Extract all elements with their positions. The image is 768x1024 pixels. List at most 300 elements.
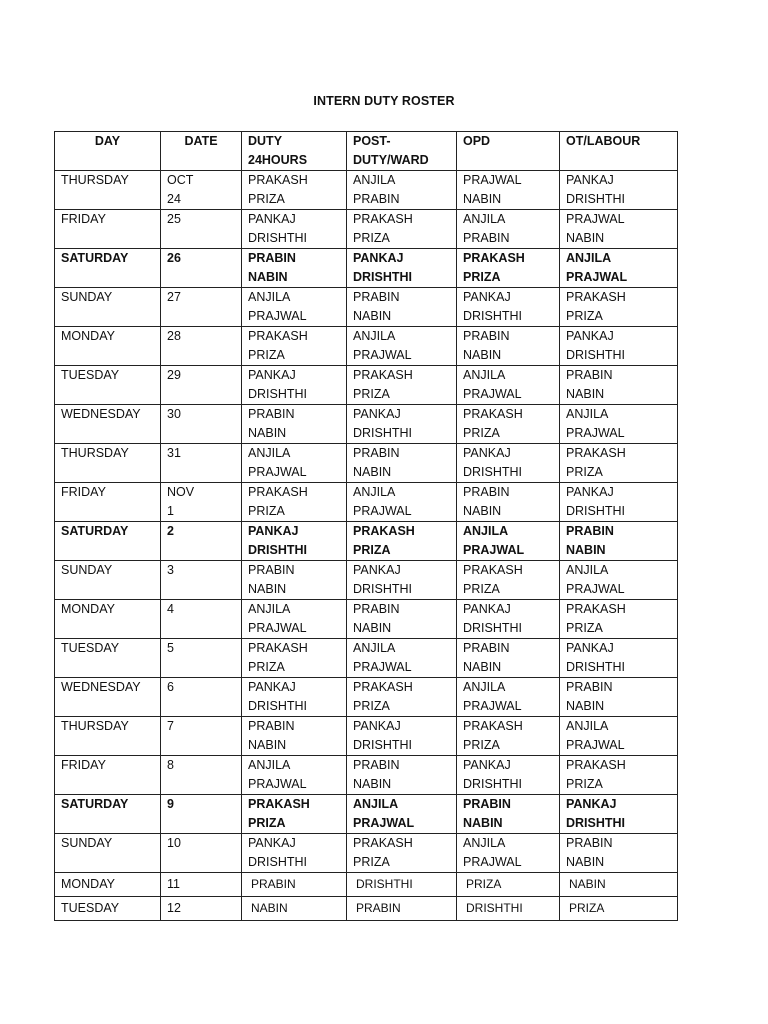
date-cell bbox=[161, 600, 242, 639]
page-title: INTERN DUTY ROSTER bbox=[313, 94, 455, 108]
table-row bbox=[55, 327, 678, 366]
cell-line: PRIZA bbox=[569, 901, 605, 915]
post-duty-ward-cell bbox=[347, 678, 457, 717]
date-cell bbox=[161, 522, 242, 561]
cell-line: PRIZA bbox=[248, 348, 285, 362]
cell-line: DRISHTHI bbox=[248, 855, 308, 869]
cell-line: ANJILA bbox=[248, 602, 291, 616]
cell-line: PRAKASH bbox=[353, 212, 413, 226]
cell-line: PANKAJ bbox=[463, 602, 511, 616]
column-header-line: OT/LABOUR bbox=[566, 134, 641, 148]
cell-line: PRABIN bbox=[248, 407, 295, 421]
duty-24-hours-cell bbox=[242, 639, 347, 678]
cell-line: PRAJWAL bbox=[566, 426, 625, 440]
cell-line: PRAKASH bbox=[248, 329, 308, 343]
cell-line: NABIN bbox=[248, 738, 287, 752]
cell-line: PRAJWAL bbox=[463, 173, 522, 187]
ot-labour-cell bbox=[560, 327, 678, 366]
opd-cell bbox=[457, 249, 560, 288]
cell-line: 24 bbox=[167, 192, 181, 206]
cell-line: NABIN bbox=[463, 660, 502, 674]
cell-line: PRABIN bbox=[251, 877, 296, 891]
cell-line: NABIN bbox=[566, 855, 605, 869]
date-cell bbox=[161, 444, 242, 483]
cell-line: NABIN bbox=[353, 621, 392, 635]
column-header-day bbox=[55, 132, 161, 171]
cell-line: ANJILA bbox=[248, 446, 291, 460]
cell-line: PRIZA bbox=[463, 426, 500, 440]
cell-line: PRIZA bbox=[248, 660, 285, 674]
cell-line: TUESDAY bbox=[61, 641, 120, 655]
column-header-line: DUTY 24 bbox=[248, 134, 282, 167]
cell-line: 9 bbox=[167, 797, 174, 811]
cell-line: 25 bbox=[167, 212, 181, 226]
cell-line: DRISHTHI bbox=[353, 426, 413, 440]
cell-line: FRIDAY bbox=[61, 485, 106, 499]
table-row bbox=[55, 639, 678, 678]
opd-cell bbox=[457, 444, 560, 483]
cell-line: NABIN bbox=[463, 348, 502, 362]
cell-line: PRABIN bbox=[248, 563, 295, 577]
cell-line: PRAJWAL bbox=[566, 738, 625, 752]
cell-line: 11 bbox=[167, 877, 180, 891]
post-duty-ward-cell bbox=[347, 405, 457, 444]
cell-line: DRISHTHI bbox=[463, 777, 523, 791]
cell-line: 5 bbox=[167, 641, 174, 655]
cell-line: 31 bbox=[167, 446, 181, 460]
table-row bbox=[55, 561, 678, 600]
table-row bbox=[55, 483, 678, 522]
date-cell bbox=[161, 897, 242, 921]
opd-cell bbox=[457, 522, 560, 561]
post-duty-ward-cell bbox=[347, 249, 457, 288]
column-header-opd bbox=[457, 132, 560, 171]
post-duty-ward-cell bbox=[347, 639, 457, 678]
cell-line: PRAJWAL bbox=[463, 855, 522, 869]
opd-cell bbox=[457, 678, 560, 717]
cell-line: PRAKASH bbox=[248, 797, 310, 811]
day-cell bbox=[55, 288, 161, 327]
cell-line: PANKAJ bbox=[566, 641, 614, 655]
cell-line: PANKAJ bbox=[463, 758, 511, 772]
date-cell bbox=[161, 639, 242, 678]
cell-line: PRIZA bbox=[566, 777, 603, 791]
cell-line: DRISHTHI bbox=[353, 270, 413, 284]
cell-line: NABIN bbox=[463, 816, 503, 830]
cell-line: ANJILA bbox=[353, 173, 396, 187]
cell-line: PANKAJ bbox=[248, 836, 296, 850]
table-row bbox=[55, 366, 678, 405]
post-duty-ward-cell bbox=[347, 795, 457, 834]
date-cell bbox=[161, 795, 242, 834]
day-cell bbox=[55, 366, 161, 405]
header-row bbox=[55, 132, 678, 171]
cell-line: NABIN bbox=[248, 270, 288, 284]
ot-labour-cell bbox=[560, 639, 678, 678]
ot-labour-cell bbox=[560, 171, 678, 210]
duty-24-hours-cell bbox=[242, 288, 347, 327]
day-cell bbox=[55, 561, 161, 600]
cell-line: NABIN bbox=[566, 699, 605, 713]
cell-line: PANKAJ bbox=[566, 173, 614, 187]
cell-line: PRAJWAL bbox=[566, 270, 628, 284]
cell-line: PRAKASH bbox=[248, 485, 308, 499]
post-duty-ward-cell bbox=[347, 288, 457, 327]
cell-line: PRAKASH bbox=[353, 368, 413, 382]
cell-line: PRAKASH bbox=[566, 758, 626, 772]
day-cell bbox=[55, 444, 161, 483]
opd-cell bbox=[457, 327, 560, 366]
opd-cell bbox=[457, 834, 560, 873]
cell-line: PANKAJ bbox=[248, 368, 296, 382]
cell-line: ANJILA bbox=[566, 563, 609, 577]
column-header-line: DAY bbox=[94, 134, 121, 148]
date-cell bbox=[161, 405, 242, 444]
cell-line: PANKAJ bbox=[566, 485, 614, 499]
ot-labour-cell bbox=[560, 873, 678, 897]
cell-line: 27 bbox=[167, 290, 181, 304]
opd-cell bbox=[457, 171, 560, 210]
ot-labour-cell bbox=[560, 795, 678, 834]
cell-line: PRIZA bbox=[463, 738, 500, 752]
day-cell bbox=[55, 834, 161, 873]
cell-line: PANKAJ bbox=[566, 797, 617, 811]
cell-line: MONDAY bbox=[61, 329, 115, 343]
duty-roster-table bbox=[54, 131, 678, 921]
cell-line: PRAJWAL bbox=[248, 309, 307, 323]
opd-cell bbox=[457, 288, 560, 327]
post-duty-ward-cell bbox=[347, 717, 457, 756]
cell-line: DRISHTHI bbox=[566, 660, 626, 674]
cell-line: DRISHTHI bbox=[566, 348, 626, 362]
ot-labour-cell bbox=[560, 756, 678, 795]
cell-line: PRAKASH bbox=[463, 719, 523, 733]
cell-line: PRABIN bbox=[566, 680, 613, 694]
cell-line: MONDAY bbox=[61, 602, 115, 616]
cell-line: DRISHTHI bbox=[353, 582, 413, 596]
date-cell bbox=[161, 249, 242, 288]
column-header-line: POST- bbox=[353, 134, 391, 148]
cell-line: ANJILA bbox=[248, 290, 291, 304]
cell-line: SATURDAY bbox=[61, 797, 129, 811]
cell-line: PRIZA bbox=[566, 465, 603, 479]
ot-labour-cell bbox=[560, 249, 678, 288]
cell-line: ANJILA bbox=[353, 329, 396, 343]
cell-line: DRISHTHI bbox=[566, 192, 626, 206]
cell-line: SUNDAY bbox=[61, 290, 113, 304]
ot-labour-cell bbox=[560, 522, 678, 561]
post-duty-ward-cell bbox=[347, 522, 457, 561]
post-duty-ward-cell bbox=[347, 483, 457, 522]
cell-line: PRABIN bbox=[248, 719, 295, 733]
day-cell bbox=[55, 639, 161, 678]
cell-line: PRAJWAL bbox=[463, 699, 522, 713]
table-row bbox=[55, 444, 678, 483]
ot-labour-cell bbox=[560, 405, 678, 444]
cell-line: 30 bbox=[167, 407, 181, 421]
table-row bbox=[55, 522, 678, 561]
cell-line: PRAKASH bbox=[463, 563, 523, 577]
cell-line: THURSDAY bbox=[61, 446, 129, 460]
cell-line: PRIZA bbox=[248, 504, 285, 518]
date-cell bbox=[161, 873, 242, 897]
cell-line: NABIN bbox=[463, 192, 502, 206]
duty-24-hours-cell bbox=[242, 522, 347, 561]
cell-line: PRAJWAL bbox=[353, 660, 412, 674]
cell-line: PRAJWAL bbox=[566, 212, 625, 226]
table-row bbox=[55, 171, 678, 210]
duty-24-hours-cell bbox=[242, 210, 347, 249]
cell-line: SUNDAY bbox=[61, 563, 113, 577]
cell-line: ANJILA bbox=[353, 485, 396, 499]
cell-line: ANJILA bbox=[463, 368, 506, 382]
cell-line: PANKAJ bbox=[353, 251, 404, 265]
cell-line: TUESDAY bbox=[61, 901, 120, 915]
day-cell bbox=[55, 327, 161, 366]
cell-line: PRABIN bbox=[566, 836, 613, 850]
cell-line: PRIZA bbox=[463, 270, 501, 284]
duty-24-hours-cell bbox=[242, 327, 347, 366]
cell-line: 28 bbox=[167, 329, 181, 343]
cell-line: PANKAJ bbox=[248, 680, 296, 694]
day-cell bbox=[55, 600, 161, 639]
cell-line: NABIN bbox=[248, 426, 287, 440]
cell-line: PANKAJ bbox=[353, 563, 401, 577]
ot-labour-cell bbox=[560, 366, 678, 405]
date-cell bbox=[161, 678, 242, 717]
day-cell bbox=[55, 249, 161, 288]
post-duty-ward-cell bbox=[347, 444, 457, 483]
cell-line: 2 bbox=[167, 524, 174, 538]
cell-line: PRIZA bbox=[353, 855, 390, 869]
table-row bbox=[55, 756, 678, 795]
day-cell bbox=[55, 405, 161, 444]
cell-line: DRISHTHI bbox=[353, 738, 413, 752]
cell-line: PRABIN bbox=[463, 329, 510, 343]
cell-line: DRISHTHI bbox=[463, 309, 523, 323]
table-row bbox=[55, 873, 678, 897]
table-row bbox=[55, 600, 678, 639]
cell-line: 10 bbox=[167, 836, 181, 850]
cell-line: DRISHTHI bbox=[463, 465, 523, 479]
post-duty-ward-cell bbox=[347, 834, 457, 873]
cell-line: ANJILA bbox=[566, 719, 609, 733]
cell-line: ANJILA bbox=[463, 524, 509, 538]
duty-24-hours-cell bbox=[242, 717, 347, 756]
cell-line: THURSDAY bbox=[61, 173, 129, 187]
duty-24-hours-cell bbox=[242, 897, 347, 921]
cell-line: DRISHTHI bbox=[566, 504, 626, 518]
cell-line: 26 bbox=[167, 251, 181, 265]
duty-24-hours-cell bbox=[242, 444, 347, 483]
cell-line: ANJILA bbox=[463, 836, 506, 850]
cell-line: PRIZA bbox=[353, 387, 390, 401]
day-cell bbox=[55, 483, 161, 522]
cell-line: PRAKASH bbox=[566, 290, 626, 304]
cell-line: 1 bbox=[167, 504, 174, 518]
cell-line: PRABIN bbox=[353, 758, 400, 772]
cell-line: DRISHTHI bbox=[248, 699, 308, 713]
cell-line: 7 bbox=[167, 719, 174, 733]
cell-line: PRAJWAL bbox=[248, 465, 307, 479]
opd-cell bbox=[457, 717, 560, 756]
cell-line: PRABIN bbox=[566, 368, 613, 382]
column-header-line: OPD bbox=[463, 134, 491, 148]
cell-line: FRIDAY bbox=[61, 758, 106, 772]
cell-line: PANKAJ bbox=[463, 290, 511, 304]
cell-line: PRAJWAL bbox=[248, 621, 307, 635]
cell-line: NABIN bbox=[353, 777, 392, 791]
cell-line: PRIZA bbox=[463, 582, 500, 596]
cell-line: PANKAJ bbox=[566, 329, 614, 343]
cell-line: PRIZA bbox=[566, 621, 603, 635]
cell-line: THURSDAY bbox=[61, 719, 129, 733]
day-cell bbox=[55, 897, 161, 921]
opd-cell bbox=[457, 897, 560, 921]
column-header-date bbox=[161, 132, 242, 171]
column-header-duty-24-hours bbox=[242, 132, 347, 171]
duty-24-hours-cell bbox=[242, 483, 347, 522]
opd-cell bbox=[457, 795, 560, 834]
cell-line: PRABIN bbox=[356, 901, 401, 915]
cell-line: PRAKASH bbox=[353, 680, 413, 694]
cell-line: SATURDAY bbox=[61, 251, 129, 265]
cell-line: WEDNESDAY bbox=[61, 407, 141, 421]
cell-line: ANJILA bbox=[566, 251, 612, 265]
opd-cell bbox=[457, 873, 560, 897]
cell-line: PRAKASH bbox=[566, 446, 626, 460]
cell-line: PRABIN bbox=[248, 251, 296, 265]
cell-line: ANJILA bbox=[463, 680, 506, 694]
cell-line: 6 bbox=[167, 680, 174, 694]
cell-line: 12 bbox=[167, 901, 181, 915]
day-cell bbox=[55, 678, 161, 717]
duty-24-hours-cell bbox=[242, 171, 347, 210]
column-header-line: DATE bbox=[184, 134, 218, 148]
opd-cell bbox=[457, 639, 560, 678]
opd-cell bbox=[457, 756, 560, 795]
opd-cell bbox=[457, 561, 560, 600]
cell-line: NABIN bbox=[566, 387, 605, 401]
cell-line: NABIN bbox=[566, 231, 605, 245]
ot-labour-cell bbox=[560, 483, 678, 522]
cell-line: SATURDAY bbox=[61, 524, 129, 538]
opd-cell bbox=[457, 600, 560, 639]
cell-line: SUNDAY bbox=[61, 836, 113, 850]
cell-line: ANJILA bbox=[353, 797, 399, 811]
date-cell bbox=[161, 210, 242, 249]
cell-line: FRIDAY bbox=[61, 212, 106, 226]
cell-line: PANKAJ bbox=[353, 719, 401, 733]
duty-24-hours-cell bbox=[242, 600, 347, 639]
day-cell bbox=[55, 717, 161, 756]
date-cell bbox=[161, 483, 242, 522]
table-row bbox=[55, 288, 678, 327]
cell-line: PRAKASH bbox=[353, 524, 415, 538]
cell-line: NABIN bbox=[569, 877, 606, 891]
cell-line: PRIZA bbox=[466, 877, 502, 891]
cell-line: 4 bbox=[167, 602, 174, 616]
cell-line: PRIZA bbox=[248, 192, 285, 206]
post-duty-ward-cell bbox=[347, 171, 457, 210]
table-row bbox=[55, 834, 678, 873]
cell-line: PANKAJ bbox=[248, 524, 299, 538]
cell-line: DRISHTHI bbox=[248, 231, 308, 245]
ot-labour-cell bbox=[560, 897, 678, 921]
cell-line: PRABIN bbox=[353, 446, 400, 460]
table-row bbox=[55, 717, 678, 756]
cell-line: PRAJWAL bbox=[353, 348, 412, 362]
cell-line: PRABIN bbox=[353, 192, 400, 206]
cell-line: DRISHTHI bbox=[356, 877, 413, 891]
ot-labour-cell bbox=[560, 717, 678, 756]
table-row bbox=[55, 795, 678, 834]
cell-line: PANKAJ bbox=[463, 446, 511, 460]
cell-line: PRIZA bbox=[353, 543, 391, 557]
duty-24-hours-cell bbox=[242, 756, 347, 795]
cell-line: PRAJWAL bbox=[248, 777, 307, 791]
cell-line: PRIZA bbox=[353, 699, 390, 713]
duty-24-hours-cell bbox=[242, 678, 347, 717]
cell-line: ANJILA bbox=[463, 212, 506, 226]
post-duty-ward-cell bbox=[347, 897, 457, 921]
cell-line: NABIN bbox=[353, 309, 392, 323]
cell-line: PRABIN bbox=[463, 641, 510, 655]
table-row bbox=[55, 678, 678, 717]
cell-line: TUESDAY bbox=[61, 368, 120, 382]
cell-line: PRAKASH bbox=[248, 641, 308, 655]
cell-line: OCT bbox=[167, 173, 194, 187]
duty-24-hours-cell bbox=[242, 795, 347, 834]
day-cell bbox=[55, 873, 161, 897]
cell-line: PRABIN bbox=[566, 524, 614, 538]
date-cell bbox=[161, 834, 242, 873]
post-duty-ward-cell bbox=[347, 600, 457, 639]
cell-line: NOV bbox=[167, 485, 195, 499]
cell-line: NABIN bbox=[353, 465, 392, 479]
cell-line: WEDNESDAY bbox=[61, 680, 141, 694]
cell-line: PRAKASH bbox=[353, 836, 413, 850]
cell-line: PANKAJ bbox=[353, 407, 401, 421]
day-cell bbox=[55, 210, 161, 249]
column-header-line: HOURS bbox=[261, 153, 308, 167]
day-cell bbox=[55, 171, 161, 210]
duty-24-hours-cell bbox=[242, 405, 347, 444]
ot-labour-cell bbox=[560, 210, 678, 249]
cell-line: NABIN bbox=[566, 543, 606, 557]
cell-line: DRISHTHI bbox=[566, 816, 626, 830]
ot-labour-cell bbox=[560, 561, 678, 600]
cell-line: DRISHTHI bbox=[466, 901, 523, 915]
cell-line: 29 bbox=[167, 368, 181, 382]
day-cell bbox=[55, 522, 161, 561]
cell-line: PRAKASH bbox=[463, 407, 523, 421]
cell-line: 8 bbox=[167, 758, 174, 772]
duty-24-hours-cell bbox=[242, 834, 347, 873]
date-cell bbox=[161, 756, 242, 795]
cell-line: NABIN bbox=[463, 504, 502, 518]
post-duty-ward-cell bbox=[347, 210, 457, 249]
column-header-line: DUTY/WARD bbox=[353, 153, 429, 167]
cell-line: ANJILA bbox=[248, 758, 291, 772]
cell-line: DRISHTHI bbox=[463, 621, 523, 635]
ot-labour-cell bbox=[560, 600, 678, 639]
cell-line: NABIN bbox=[248, 582, 287, 596]
cell-line: PRAJWAL bbox=[353, 504, 412, 518]
post-duty-ward-cell bbox=[347, 561, 457, 600]
opd-cell bbox=[457, 366, 560, 405]
day-cell bbox=[55, 795, 161, 834]
